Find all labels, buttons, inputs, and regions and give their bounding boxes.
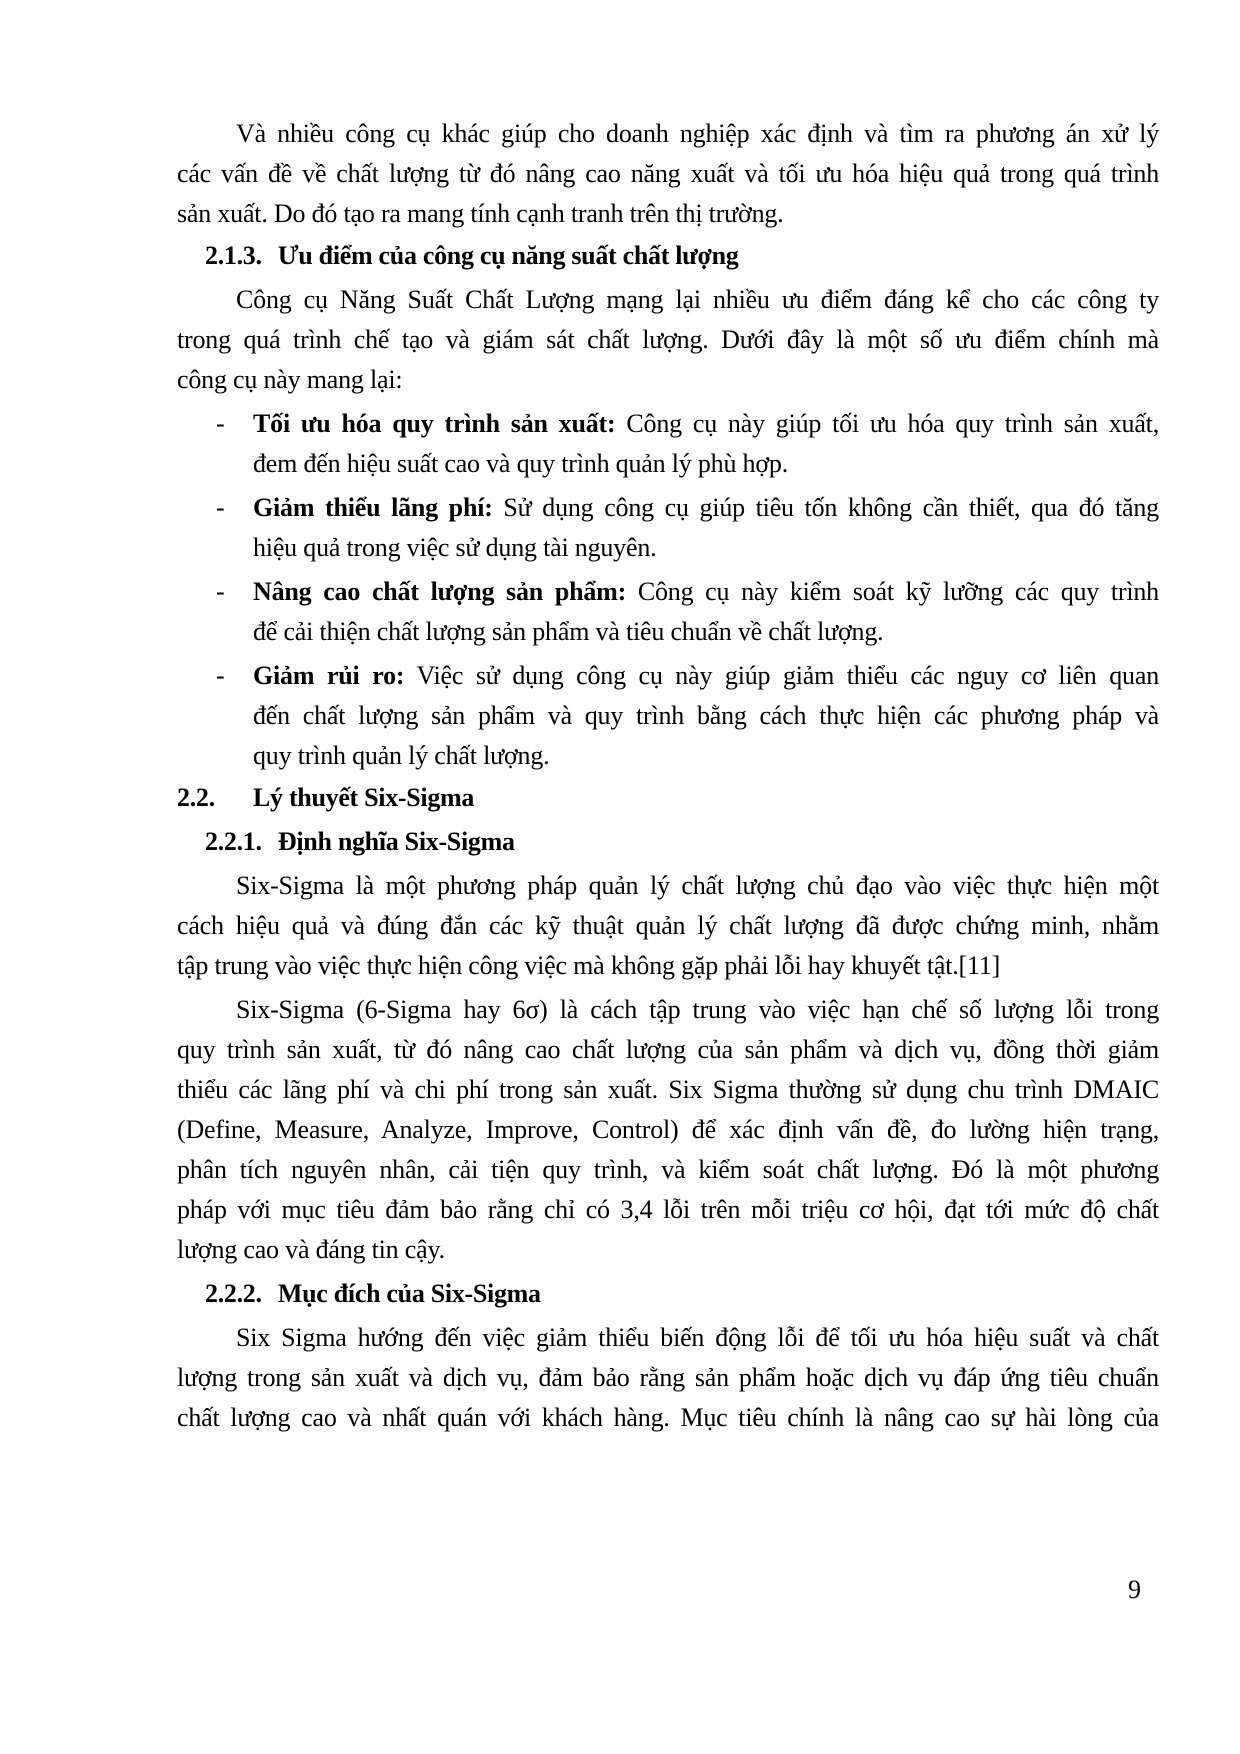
bullet-line bbox=[253, 408, 1159, 440]
paragraph-line: công cụ này mang lại: bbox=[177, 365, 403, 394]
section-number: 2.2. bbox=[177, 783, 215, 812]
section-heading-2-1-3 bbox=[205, 240, 738, 272]
section-heading-2-2 bbox=[177, 782, 474, 814]
paragraph-line: lượng cao và đáng tin cậy. bbox=[177, 1235, 445, 1264]
section-title: Ưu điểm của công cụ năng suất chất lượng bbox=[277, 241, 739, 270]
bullet-line bbox=[253, 660, 1159, 692]
section-number: 2.2.2. bbox=[205, 1279, 262, 1308]
section-number: 2.2.1. bbox=[205, 827, 262, 856]
paragraph-line: Công cụ Năng Suất Chất Lượng mạng lại nhiều ưu điểm đáng kể cho các công ty bbox=[236, 285, 1159, 314]
bullet-term: Nâng cao chất lượng sản phẩm: bbox=[253, 577, 627, 606]
bullet-term: Tối ưu hóa quy trình sản xuất: bbox=[253, 409, 616, 438]
paragraph-line: các vấn đề về chất lượng từ đó nâng cao năng xuất và tối ưu hóa hiệu quả trong quá trình bbox=[177, 159, 1159, 188]
bullet-description: Công cụ này giúp tối ưu hóa quy trình sản xuất, bbox=[615, 409, 1159, 438]
paragraph-line: pháp với mục tiêu đảm bảo rằng chỉ có 3,4 lỗi trên mỗi triệu cơ hội, đạt tới mức độ chất bbox=[177, 1195, 1159, 1224]
section-heading-2-2-2 bbox=[205, 1278, 541, 1310]
section-number: 2.1.3. bbox=[205, 241, 262, 270]
paragraph-line: chất lượng cao và nhất quán với khách hàng. Mục tiêu chính là nâng cao sự hài lòng của bbox=[177, 1403, 1159, 1432]
paragraph-line: cách hiệu quả và đúng đắn các kỹ thuật quản lý chất lượng đã được chứng minh, nhằm bbox=[177, 911, 1159, 940]
paragraph-line: Và nhiều công cụ khác giúp cho doanh nghiệp xác định và tìm ra phương án xử lý bbox=[236, 119, 1159, 148]
paragraph-line: (Define, Measure, Analyze, Improve, Control) để xác định vấn đề, đo lường hiện trạng, bbox=[177, 1115, 1159, 1144]
paragraph-line: trong quá trình chế tạo và giám sát chất lượng. Dưới đây là một số ưu điểm chính mà bbox=[177, 325, 1159, 354]
dash-bullet-icon: - bbox=[216, 493, 225, 522]
section-heading-2-2-1 bbox=[205, 826, 515, 858]
bullet-term: Giảm thiểu lãng phí: bbox=[253, 493, 493, 522]
bullet-line: đến chất lượng sản phẩm và quy trình bằng cách thực hiện các phương pháp và bbox=[253, 701, 1159, 730]
paragraph-line: Six-Sigma (6-Sigma hay 6σ) là cách tập trung vào việc hạn chế số lượng lỗi trong bbox=[236, 995, 1159, 1024]
bullet-description: Công cụ này kiểm soát kỹ lưỡng các quy trình bbox=[626, 577, 1159, 606]
paragraph-line: phân tích nguyên nhân, cải tiện quy trình, và kiểm soát chất lượng. Đó là một phương bbox=[177, 1155, 1159, 1184]
section-title: Định nghĩa Six-Sigma bbox=[277, 827, 515, 856]
bullet-line: để cải thiện chất lượng sản phẩm và tiêu chuẩn về chất lượng. bbox=[253, 617, 884, 646]
paragraph-line: thiểu các lãng phí và chi phí trong sản xuất. Six Sigma thường sử dụng chu trình DMAIC bbox=[177, 1075, 1159, 1104]
paragraph-line: lượng trong sản xuất và dịch vụ, đảm bảo rằng sản phẩm hoặc dịch vụ đáp ứng tiêu chuẩn bbox=[177, 1363, 1159, 1392]
page-number: 9 bbox=[1128, 1575, 1141, 1604]
dash-bullet-icon: - bbox=[216, 409, 225, 438]
paragraph-line: quy trình sản xuất, từ đó nâng cao chất lượng của sản phẩm và dịch vụ, đồng thời giảm bbox=[177, 1035, 1159, 1064]
bullet-line: đem đến hiệu suất cao và quy trình quản lý phù hợp. bbox=[253, 449, 788, 478]
paragraph-line: Six Sigma hướng đến việc giảm thiểu biến động lỗi để tối ưu hóa hiệu suất và chất bbox=[236, 1323, 1159, 1352]
bullet-line bbox=[253, 576, 1159, 608]
paragraph-line: tập trung vào việc thực hiện công việc mà không gặp phải lỗi hay khuyết tật.[11] bbox=[177, 951, 1001, 980]
bullet-line bbox=[253, 492, 1159, 524]
bullet-term: Giảm rủi ro: bbox=[253, 661, 405, 690]
bullet-description: Việc sử dụng công cụ này giúp giảm thiểu các nguy cơ liên quan bbox=[404, 661, 1159, 690]
dash-bullet-icon: - bbox=[216, 661, 225, 690]
bullet-description: Sử dụng công cụ giúp tiêu tốn không cần thiết, qua đó tăng bbox=[492, 493, 1159, 522]
paragraph-line: sản xuất. Do đó tạo ra mang tính cạnh tranh trên thị trường. bbox=[177, 199, 784, 228]
section-title: Mục đích của Six-Sigma bbox=[277, 1279, 541, 1308]
section-title: Lý thuyết Six-Sigma bbox=[253, 783, 475, 812]
bullet-line: quy trình quản lý chất lượng. bbox=[253, 741, 550, 770]
bullet-line: hiệu quả trong việc sử dụng tài nguyên. bbox=[253, 533, 657, 562]
dash-bullet-icon: - bbox=[216, 577, 225, 606]
paragraph-line: Six-Sigma là một phương pháp quản lý chất lượng chủ đạo vào việc thực hiện một bbox=[236, 871, 1159, 900]
